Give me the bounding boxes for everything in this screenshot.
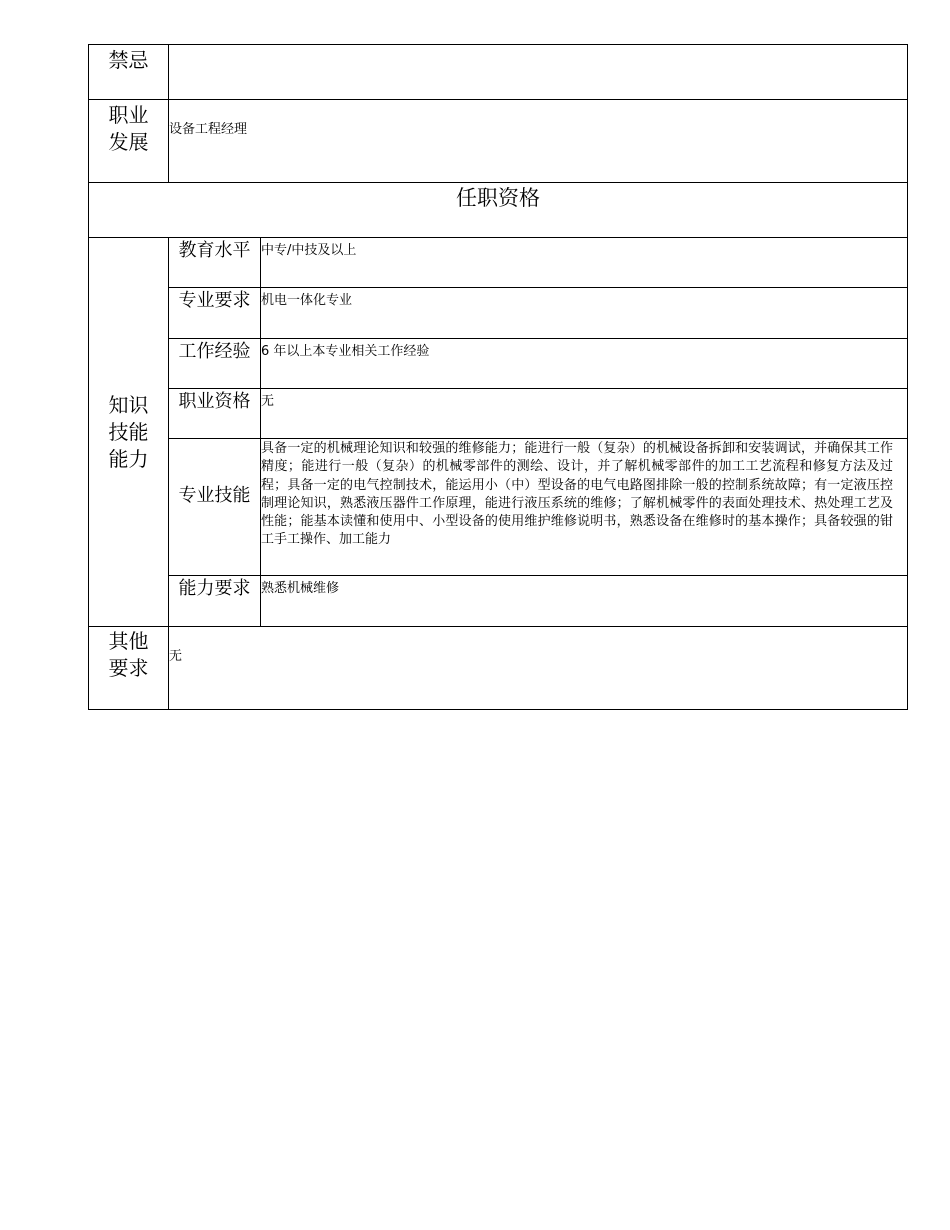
experience-label: 工作经验 bbox=[169, 339, 261, 389]
career-value: 设备工程经理 bbox=[169, 122, 248, 137]
other-label-cell bbox=[89, 627, 169, 710]
job-requirements-table bbox=[88, 44, 908, 710]
experience-row bbox=[89, 339, 908, 389]
knowledge-label-cell bbox=[89, 238, 169, 627]
major-value: 机电一体化专业 bbox=[261, 293, 353, 308]
ability-value-cell bbox=[261, 576, 908, 627]
taboo-label: 禁忌 bbox=[108, 48, 149, 72]
qualification-heading-row bbox=[89, 183, 908, 238]
taboo-row bbox=[89, 45, 908, 100]
other-row bbox=[89, 627, 908, 710]
experience-value: 6 年以上本专业相关工作经验 bbox=[261, 344, 430, 359]
experience-value-cell bbox=[261, 339, 908, 389]
certification-value-cell bbox=[261, 389, 908, 439]
skills-label-cell bbox=[169, 439, 261, 576]
knowledge-label-line3: 能力 bbox=[108, 446, 149, 471]
other-label-line2: 要求 bbox=[108, 656, 149, 680]
career-value-cell bbox=[169, 100, 908, 183]
career-row bbox=[89, 100, 908, 183]
qualification-heading: 任职资格 bbox=[89, 183, 908, 238]
other-value: 无 bbox=[169, 649, 183, 664]
education-label: 教育水平 bbox=[169, 238, 261, 288]
skills-value: 具备一定的机械理论知识和较强的维修能力；能进行一般（复杂）的机械设备拆卸和安装调试，并确保其工作精度；能进行一般（复杂）的机械零部件的测绘、设计，并了解机械零部件的加工工艺流程和修复方法及过程；具备一定的电气控制技术，能运用小（中）型设备的电气电路图排除一般的控制系统故障；有一定液压控制理论知识，熟悉液压器件工作原理，能进行液压系统的维修；了解机械零件的表面处理技术、热处理工艺及性能；能基本读懂和使用中、小型设备的使用维护维修说明书，熟悉设备在维修时的基本操作；具备较强的钳工手工操作、加工能力 bbox=[261, 439, 908, 576]
taboo-value bbox=[169, 45, 908, 100]
certification-row bbox=[89, 389, 908, 439]
career-label-line2: 发展 bbox=[108, 130, 149, 154]
other-value-cell bbox=[169, 627, 908, 710]
education-value: 中专/中技及以上 bbox=[261, 243, 357, 258]
taboo-label-cell bbox=[89, 45, 169, 100]
ability-value: 熟悉机械维修 bbox=[261, 581, 340, 596]
education-value-cell bbox=[261, 238, 908, 288]
career-label-line1: 职业 bbox=[108, 103, 149, 127]
certification-value: 无 bbox=[261, 394, 275, 409]
major-value-cell bbox=[261, 288, 908, 339]
ability-row bbox=[89, 576, 908, 627]
knowledge-label-line1: 知识 bbox=[108, 392, 149, 417]
certification-label: 职业资格 bbox=[169, 389, 261, 439]
other-label-line1: 其他 bbox=[108, 629, 149, 653]
skills-label: 专业技能 bbox=[178, 485, 251, 506]
knowledge-label-line2: 技能 bbox=[108, 419, 149, 444]
ability-label: 能力要求 bbox=[169, 576, 261, 627]
major-row bbox=[89, 288, 908, 339]
skills-row bbox=[89, 439, 908, 576]
education-row bbox=[89, 238, 908, 288]
career-label-cell bbox=[89, 100, 169, 183]
major-label: 专业要求 bbox=[169, 288, 261, 339]
